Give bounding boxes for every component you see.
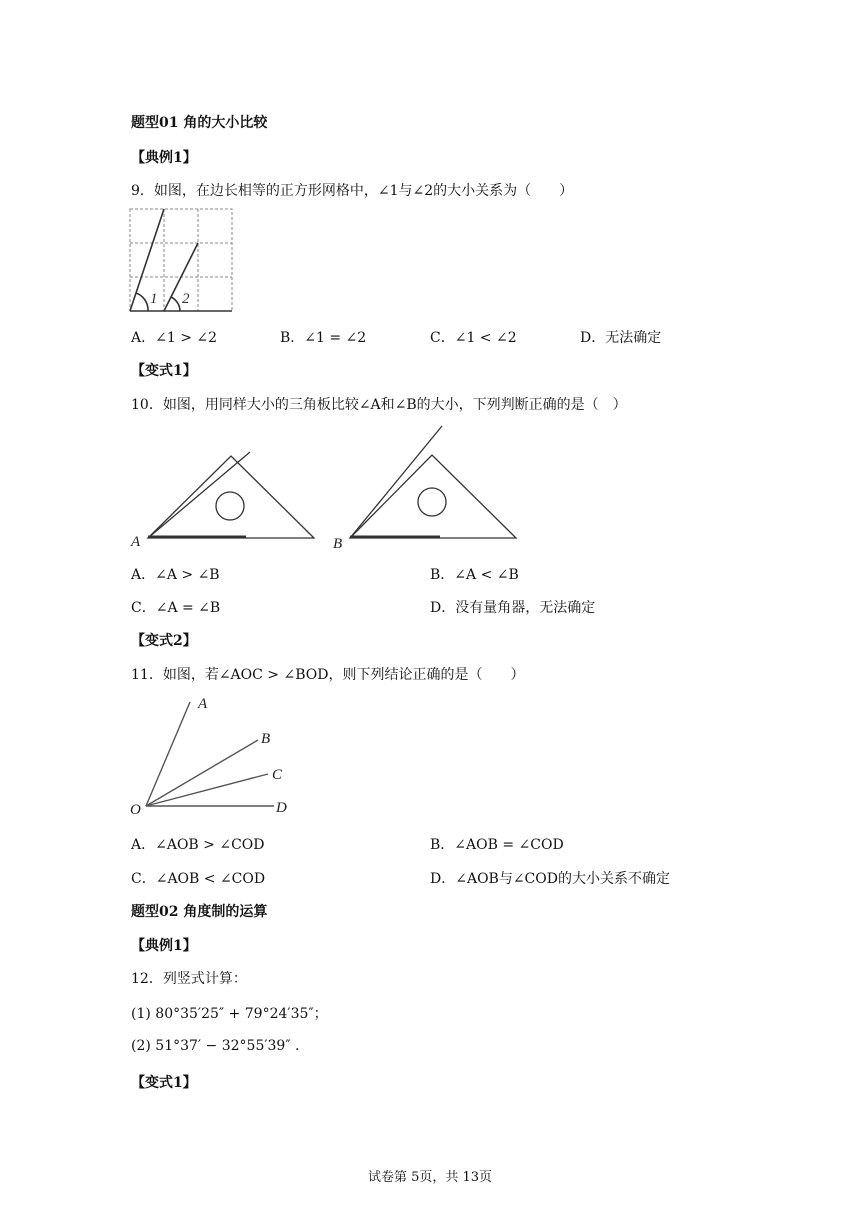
variant-1-label-2: 【变式1】 (131, 1075, 197, 1091)
q9-option-c: C．∠1 < ∠2 (430, 330, 517, 346)
question-10-stem: 10．如图，用同样大小的三角板比较∠A和∠B的大小，下列判断正确的是（ ） (131, 397, 627, 413)
example-label-2: 【典例1】 (131, 938, 197, 954)
page-footer: 试卷第 5页，共 13页 (367, 1170, 493, 1185)
section-title-1: 题型01 角的大小比较 (131, 115, 268, 131)
vertex-a-label: A (131, 534, 141, 550)
variant-1-label: 【变式1】 (131, 363, 197, 379)
ray-a-label: A (198, 696, 208, 712)
variant-2-label: 【变式2】 (131, 633, 197, 649)
q9-option-b: B．∠1 = ∠2 (280, 330, 367, 346)
vertex-b-label: B (333, 536, 343, 552)
angle-1-label: 1 (150, 291, 158, 307)
q11-option-b: B．∠AOB = ∠COD (430, 837, 564, 853)
q10-option-c: C．∠A = ∠B (131, 600, 221, 616)
q10-option-a: A．∠A > ∠B (131, 567, 220, 583)
q10-option-d: D．没有量角器，无法确定 (430, 600, 596, 616)
q11-option-a: A．∠AOB > ∠COD (131, 837, 265, 853)
q10-option-b: B．∠A < ∠B (430, 567, 519, 583)
q11-option-c: C．∠AOB < ∠COD (131, 871, 266, 887)
example-label: 【典例1】 (131, 150, 197, 166)
q11-option-d: D．∠AOB与∠COD的大小关系不确定 (430, 871, 670, 887)
question-11-stem: 11．如图，若∠AOC > ∠BOD，则下列结论正确的是（ ） (131, 667, 525, 683)
q9-grid-figure (128, 207, 238, 317)
question-9-stem: 9．如图，在边长相等的正方形网格中，∠1与∠2的大小关系为（ ） (131, 183, 574, 199)
q9-option-d: D．无法确定 (580, 330, 662, 346)
question-12-stem: 12．列竖式计算： (131, 971, 247, 987)
q11-rays-figure (128, 692, 308, 817)
q9-option-a: A．∠1 > ∠2 (131, 330, 218, 346)
question-12-item-1: (1) 80°35′25″ + 79°24′35″； (131, 1006, 328, 1022)
angle-2-label: 2 (182, 291, 190, 307)
ray-d-label: D (276, 800, 287, 816)
section-title-2: 题型02 角度制的运算 (131, 904, 268, 920)
q10-triangle-figure (128, 420, 548, 550)
question-12-item-2: (2) 51°37′ − 32°55′39″ . (131, 1038, 300, 1054)
ray-c-label: C (272, 767, 283, 783)
vertex-o-label: O (130, 802, 141, 818)
ray-b-label: B (261, 731, 271, 747)
